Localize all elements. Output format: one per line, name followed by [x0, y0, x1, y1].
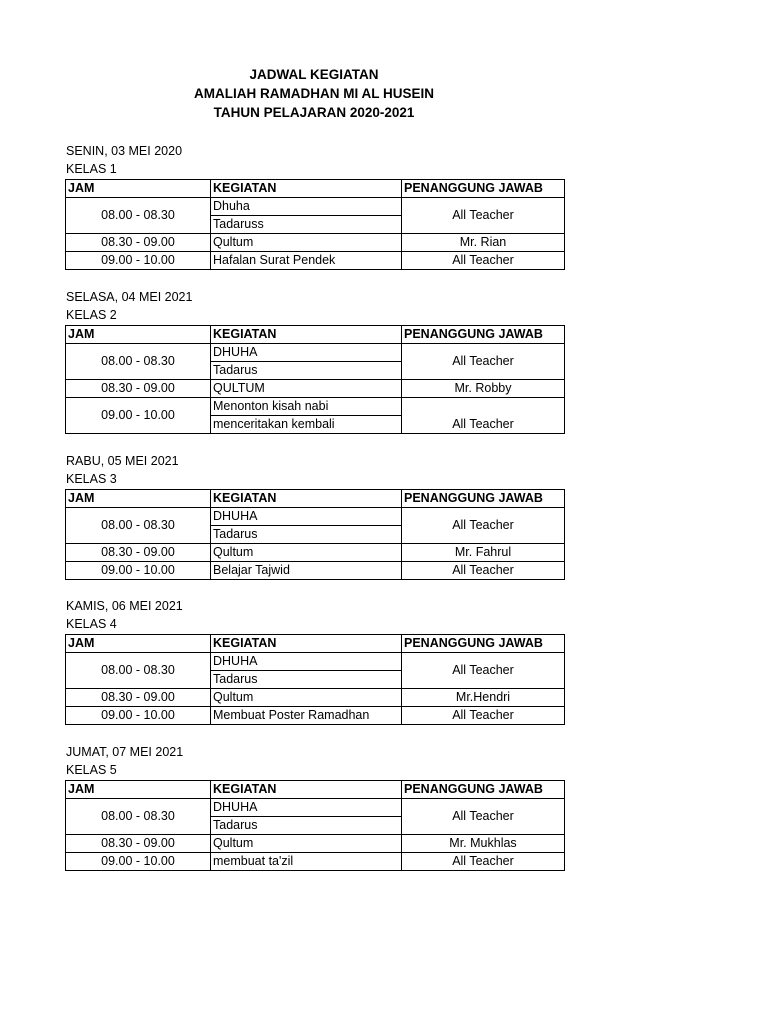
responsible-cell: All Teacher — [402, 344, 565, 380]
responsible-cell: All Teacher — [402, 707, 565, 725]
activity-cell: menceritakan kembali — [211, 416, 402, 434]
activity-cell: DHUHA — [211, 344, 402, 362]
table-row — [66, 380, 565, 398]
activity-cell: Qultum — [211, 835, 402, 853]
class-label-2: KELAS 2 — [66, 308, 117, 322]
activity-cell: Membuat Poster Ramadhan — [211, 707, 402, 725]
table-row — [66, 799, 565, 817]
activity-cell: Qultum — [211, 689, 402, 707]
activity-cell: Qultum — [211, 234, 402, 252]
responsible-cell: All Teacher — [402, 198, 565, 234]
col-kegiatan-header: KEGIATAN — [211, 490, 402, 508]
table-row — [66, 689, 565, 707]
activity-cell: Qultum — [211, 544, 402, 562]
academic-year: TAHUN PELAJARAN 2020-2021 — [213, 105, 415, 120]
activity-cell: Dhuha — [211, 198, 402, 216]
time-cell: 09.00 - 10.00 — [66, 853, 211, 871]
schedule-table-kelas-1 — [65, 179, 565, 270]
day-label-rabu: RABU, 05 MEI 2021 — [66, 454, 179, 468]
responsible-cell: Mr.Hendri — [402, 689, 565, 707]
table-header-row — [66, 781, 565, 799]
table-row — [66, 853, 565, 871]
time-cell: 08.00 - 08.30 — [66, 508, 211, 544]
time-cell: 08.00 - 08.30 — [66, 344, 211, 380]
table-row — [66, 344, 565, 362]
table-row — [66, 707, 565, 725]
time-cell: 09.00 - 10.00 — [66, 562, 211, 580]
col-jam-header: JAM — [66, 490, 211, 508]
schedule-table-kelas-2 — [65, 325, 565, 434]
table-row — [66, 653, 565, 671]
col-pj-header: PENANGGUNG JAWAB — [402, 326, 565, 344]
day-label-senin: SENIN, 03 MEI 2020 — [66, 144, 183, 158]
col-kegiatan-header: KEGIATAN — [211, 326, 402, 344]
schedule-table-kelas-4 — [65, 634, 565, 725]
table-row — [66, 562, 565, 580]
responsible-cell: All Teacher — [402, 799, 565, 835]
col-kegiatan-header: KEGIATAN — [211, 180, 402, 198]
table-row — [66, 252, 565, 270]
table-header-row — [66, 180, 565, 198]
col-jam-header: JAM — [66, 781, 211, 799]
activity-cell: DHUHA — [211, 508, 402, 526]
activity-cell: QULTUM — [211, 380, 402, 398]
class-label-3: KELAS 3 — [66, 472, 117, 486]
responsible-cell: Mr. Fahrul — [402, 544, 565, 562]
activity-cell: Tadarus — [211, 671, 402, 689]
col-jam-header: JAM — [66, 180, 211, 198]
activity-cell: Belajar Tajwid — [211, 562, 402, 580]
table-header-row — [66, 490, 565, 508]
col-kegiatan-header: KEGIATAN — [211, 781, 402, 799]
responsible-cell: All Teacher — [402, 653, 565, 689]
responsible-cell: Mr. Robby — [402, 380, 565, 398]
responsible-cell: All Teacher — [402, 562, 565, 580]
table-row — [66, 198, 565, 216]
time-cell: 09.00 - 10.00 — [66, 707, 211, 725]
time-cell: 09.00 - 10.00 — [66, 398, 211, 434]
time-cell: 08.00 - 08.30 — [66, 198, 211, 234]
time-cell: 08.30 - 09.00 — [66, 380, 211, 398]
activity-cell: DHUHA — [211, 799, 402, 817]
time-cell: 08.00 - 08.30 — [66, 799, 211, 835]
schedule-table-kelas-5 — [65, 780, 565, 871]
day-label-kamis: KAMIS, 06 MEI 2021 — [66, 599, 183, 613]
table-header-row — [66, 635, 565, 653]
time-cell: 08.30 - 09.00 — [66, 234, 211, 252]
activity-cell: Tadarus — [211, 817, 402, 835]
document-subtitle: AMALIAH RAMADHAN MI AL HUSEIN — [194, 86, 434, 101]
table-row — [66, 234, 565, 252]
activity-cell: DHUHA — [211, 653, 402, 671]
schedule-table-kelas-3 — [65, 489, 565, 580]
table-header-row — [66, 326, 565, 344]
table-row — [66, 398, 565, 416]
col-jam-header: JAM — [66, 326, 211, 344]
col-pj-header: PENANGGUNG JAWAB — [402, 180, 565, 198]
time-cell: 08.30 - 09.00 — [66, 544, 211, 562]
responsible-cell: All Teacher — [402, 853, 565, 871]
table-row — [66, 835, 565, 853]
responsible-cell: All Teacher — [402, 398, 565, 434]
activity-cell: Tadarus — [211, 526, 402, 544]
activity-cell: Tadaruss — [211, 216, 402, 234]
document-title: JADWAL KEGIATAN — [249, 67, 379, 82]
table-row — [66, 508, 565, 526]
responsible-cell: Mr. Mukhlas — [402, 835, 565, 853]
time-cell: 08.30 - 09.00 — [66, 835, 211, 853]
day-label-jumat: JUMAT, 07 MEI 2021 — [66, 745, 184, 759]
responsible-cell: Mr. Rian — [402, 234, 565, 252]
activity-cell: membuat ta'zil — [211, 853, 402, 871]
time-cell: 08.30 - 09.00 — [66, 689, 211, 707]
col-pj-header: PENANGGUNG JAWAB — [402, 635, 565, 653]
time-cell: 09.00 - 10.00 — [66, 252, 211, 270]
activity-cell: Hafalan Surat Pendek — [211, 252, 402, 270]
class-label-4: KELAS 4 — [66, 617, 117, 631]
col-pj-header: PENANGGUNG JAWAB — [402, 781, 565, 799]
responsible-cell: All Teacher — [402, 252, 565, 270]
time-cell: 08.00 - 08.30 — [66, 653, 211, 689]
day-label-selasa: SELASA, 04 MEI 2021 — [66, 290, 193, 304]
class-label-5: KELAS 5 — [66, 763, 117, 777]
class-label-1: KELAS 1 — [66, 162, 117, 176]
col-kegiatan-header: KEGIATAN — [211, 635, 402, 653]
table-row — [66, 544, 565, 562]
responsible-cell: All Teacher — [402, 508, 565, 544]
col-jam-header: JAM — [66, 635, 211, 653]
activity-cell: Tadarus — [211, 362, 402, 380]
activity-cell: Menonton kisah nabi — [211, 398, 402, 416]
col-pj-header: PENANGGUNG JAWAB — [402, 490, 565, 508]
